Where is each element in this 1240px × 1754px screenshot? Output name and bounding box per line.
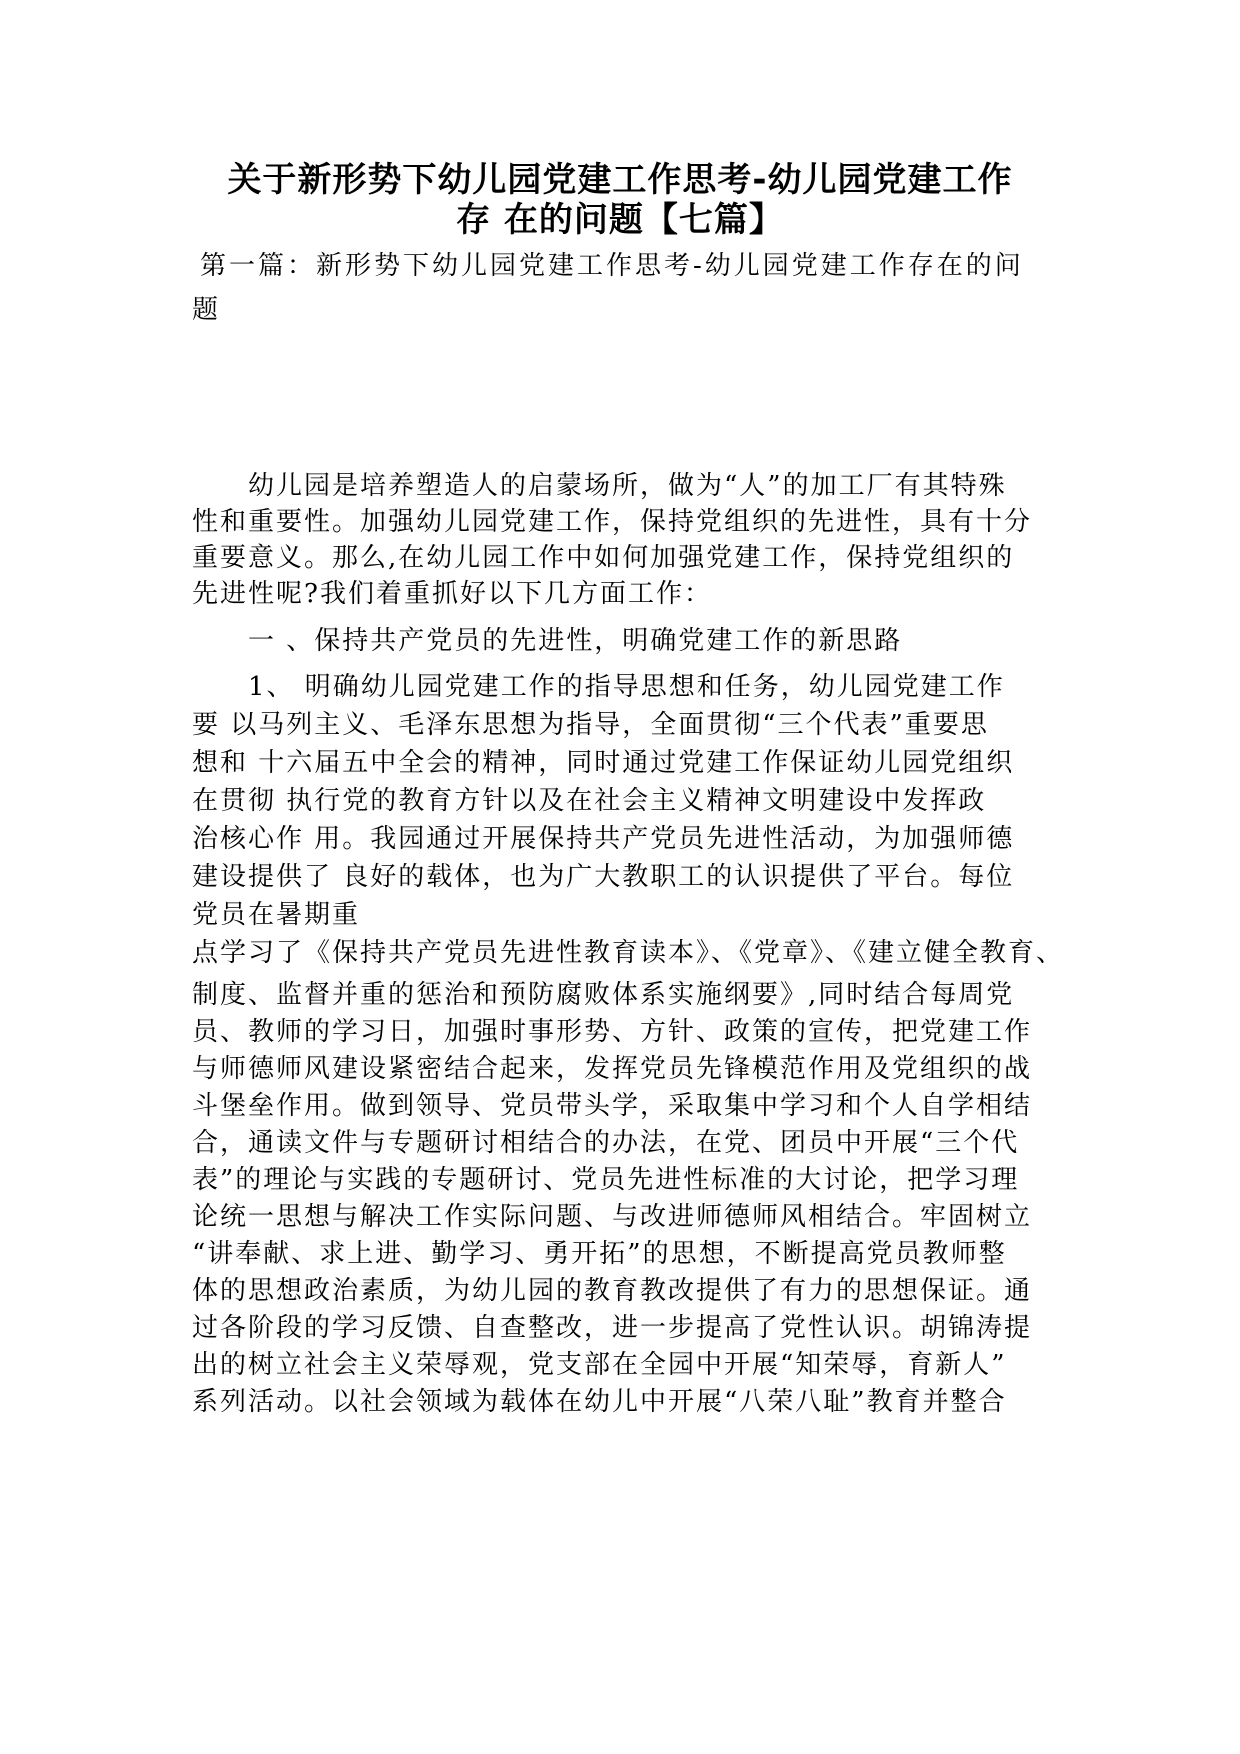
body-line: 制度、监督并重的惩治和预防腐败体系实施纲要》,同时结合每周党 — [192, 980, 1015, 1010]
body-line: 合，通读文件与专题研讨相结合的办法，在党、团员中开展“三个代 — [192, 1128, 1020, 1158]
body-line: 斗堡垒作用。做到领导、党员带头学，采取集中学习和个人自学相结 — [192, 1091, 1033, 1121]
body-line: 党员在暑期重 — [192, 900, 361, 930]
body-line: 论统一思想与解决工作实际问题、与改进师德师风相结合。牢固树立 — [192, 1202, 1033, 1232]
body-line: 表”的理论与实践的专题研讨、党员先进性标准的大讨论，把学习理 — [192, 1165, 1020, 1195]
body-line: “讲奉献、求上进、勤学习、勇开拓”的思想，不断提高党员教师整 — [192, 1239, 1007, 1269]
body-line: 一 、保持共产党员的先进性，明确党建工作的新思路 — [248, 626, 903, 656]
body-line: 幼儿园是培养塑造人的启蒙场所，做为“人”的加工厂有其特殊 — [248, 471, 1007, 501]
body-line: 1、 明确幼儿园党建工作的指导思想和任务，幼儿园党建工作 — [248, 672, 1005, 702]
body-line: 系列活动。以社会领域为载体在幼儿中开展“八荣八耻”教育并整合 — [192, 1387, 1007, 1417]
body-line: 要 以马列主义、毛泽东思想为指导，全面贯彻“三个代表”重要思 — [192, 710, 989, 740]
body-line: 治核心作 用。我园通过开展保持共产党员先进性活动，为加强师德 — [192, 824, 1015, 854]
body-line: 出的树立社会主义荣辱观，党支部在全园中开展“知荣辱，育新人” — [192, 1350, 1007, 1380]
body-line: 重要意义。那么,在幼儿园工作中如何加强党建工作，保持党组织的 — [192, 543, 1015, 573]
body-line: 员、教师的学习日，加强时事形势、方针、政策的宣传，把党建工作 — [192, 1017, 1033, 1047]
section-heading-line-1: 第一篇：新形势下幼儿园党建工作思考-幼儿园党建工作存在的问 — [200, 251, 1024, 281]
body-line: 性和重要性。加强幼儿园党建工作，保持党组织的先进性，具有十分 — [192, 507, 1033, 537]
section-heading-line-2: 题 — [192, 295, 222, 325]
body-line: 点学习了《保持共产党员先进性教育读本》、《党章》、《建立健全教育、 — [192, 938, 1065, 968]
body-line: 体的思想政治素质，为幼儿园的教育教改提供了有力的思想保证。通 — [192, 1276, 1033, 1306]
document-title-line-2: 存 在的问题【七篇】 — [456, 200, 784, 240]
body-line: 在贯彻 执行党的教育方针以及在社会主义精神文明建设中发挥政 — [192, 786, 987, 816]
body-line: 过各阶段的学习反馈、自查整改，进一步提高了党性认识。胡锦涛提 — [192, 1313, 1033, 1343]
document-title-line-1: 关于新形势下幼儿园党建工作思考-幼儿园党建工作 — [227, 160, 1013, 200]
body-line: 先进性呢?我们着重抓好以下几方面工作： — [192, 579, 712, 609]
body-line: 想和 十六届五中全会的精神，同时通过党建工作保证幼儿园党组织 — [192, 748, 1015, 778]
body-line: 与师德师风建设紧密结合起来，发挥党员先锋模范作用及党组织的战 — [192, 1054, 1033, 1084]
body-line: 建设提供了 良好的载体，也为广大教职工的认识提供了平台。每位 — [192, 862, 1015, 892]
